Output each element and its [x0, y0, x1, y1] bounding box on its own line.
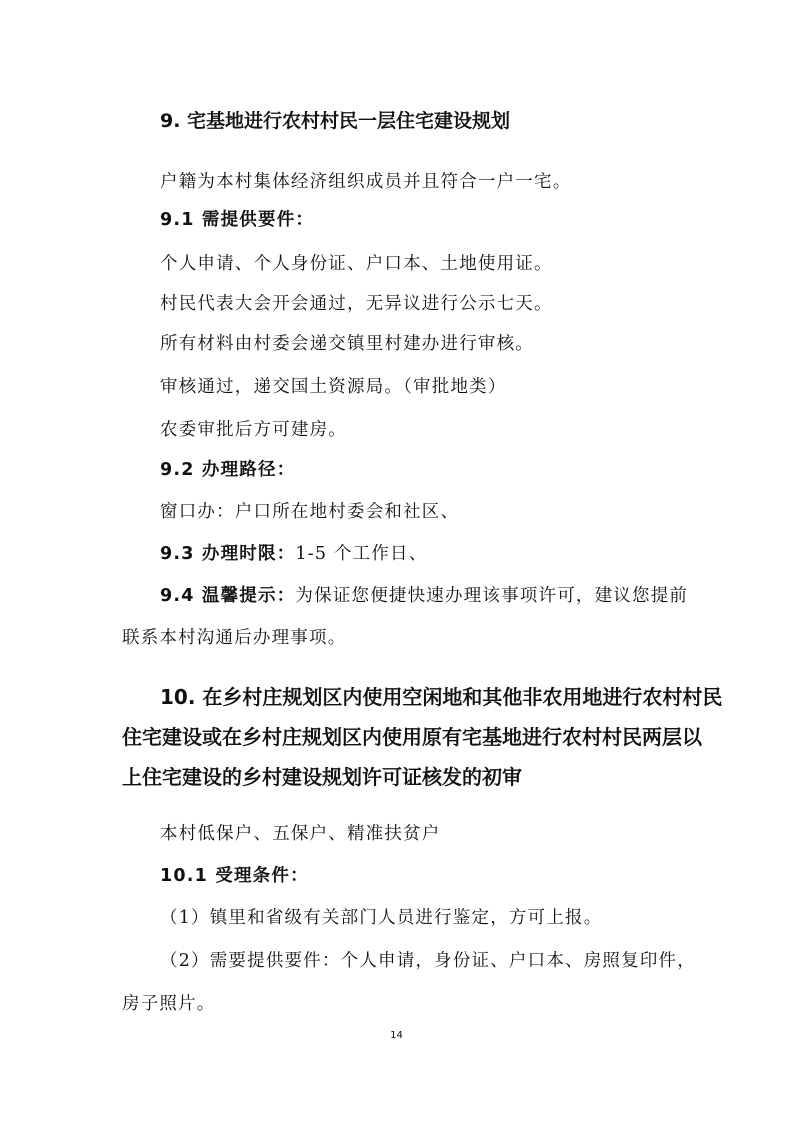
- subsection-9-4-text-continued: 联系本村沟通后办理事项。: [122, 628, 347, 648]
- section-10-heading: [122, 677, 730, 797]
- requirement-item: 个人申请、个人身份证、户口本、土地使用证。: [160, 254, 553, 274]
- requirement-item: 村民代表大会开会通过，无异议进行公示七天。: [160, 294, 553, 314]
- section-10-heading-line: 上住宅建设的乡村建设规划许可证核发的初审: [122, 765, 522, 789]
- section-9-intro: 户籍为本村集体经济组织成员并且符合一户一宅。: [160, 172, 572, 192]
- section-10-heading-line: 住宅建设或在乡村庄规划区内使用原有宅基地进行农村村民两层以: [122, 725, 702, 749]
- subsection-9-2-heading: [160, 456, 295, 481]
- condition-item: （1）镇里和省级有关部门人员进行鉴定，方可上报。: [160, 908, 603, 928]
- subsection-10-1-label: 10.1 受理条件：: [160, 866, 309, 886]
- section-10-intro: 本村低保户、五保户、精准扶贫户: [160, 824, 441, 844]
- condition-item-continued: 房子照片。: [122, 994, 216, 1014]
- requirement-item: 所有材料由村委会递交镇里村建办进行审核。: [160, 334, 534, 354]
- subsection-9-3: [160, 540, 427, 565]
- subsection-9-1-label: 9.1 需提供要件：: [160, 210, 315, 230]
- subsection-9-2-label: 9.2 办理路径：: [160, 460, 296, 480]
- section-9-heading: 9. 宅基地进行农村村民一层住宅建设规划: [160, 110, 511, 132]
- condition-item: （2）需要提供要件：个人申请，身份证、户口本、房照复印件，: [160, 951, 696, 971]
- subsection-9-4-text: 为保证您便捷快速办理该事项许可，建议您提前: [295, 586, 689, 606]
- subsection-9-4-label: 9.4 温馨提示：: [160, 586, 296, 606]
- subsection-9-3-label: 9.3 办理时限：: [160, 544, 296, 564]
- subsection-9-3-text: 1-5 个工作日、: [295, 544, 428, 564]
- subsection-10-1-heading: [160, 862, 309, 887]
- requirement-item: 审核通过，递交国土资源局。（审批地类）: [160, 377, 507, 397]
- page-number: 14: [390, 1030, 403, 1041]
- subsection-9-2-text: 窗口办：户口所在地村委会和社区、: [160, 502, 460, 522]
- subsection-9-1-heading: [160, 206, 314, 231]
- subsection-9-4: [160, 582, 688, 607]
- section-10-heading-line: 10. 在乡村庄规划区内使用空闲地和其他非农用地进行农村村民: [160, 685, 723, 709]
- requirement-item: 农委审批后方可建房。: [160, 420, 347, 440]
